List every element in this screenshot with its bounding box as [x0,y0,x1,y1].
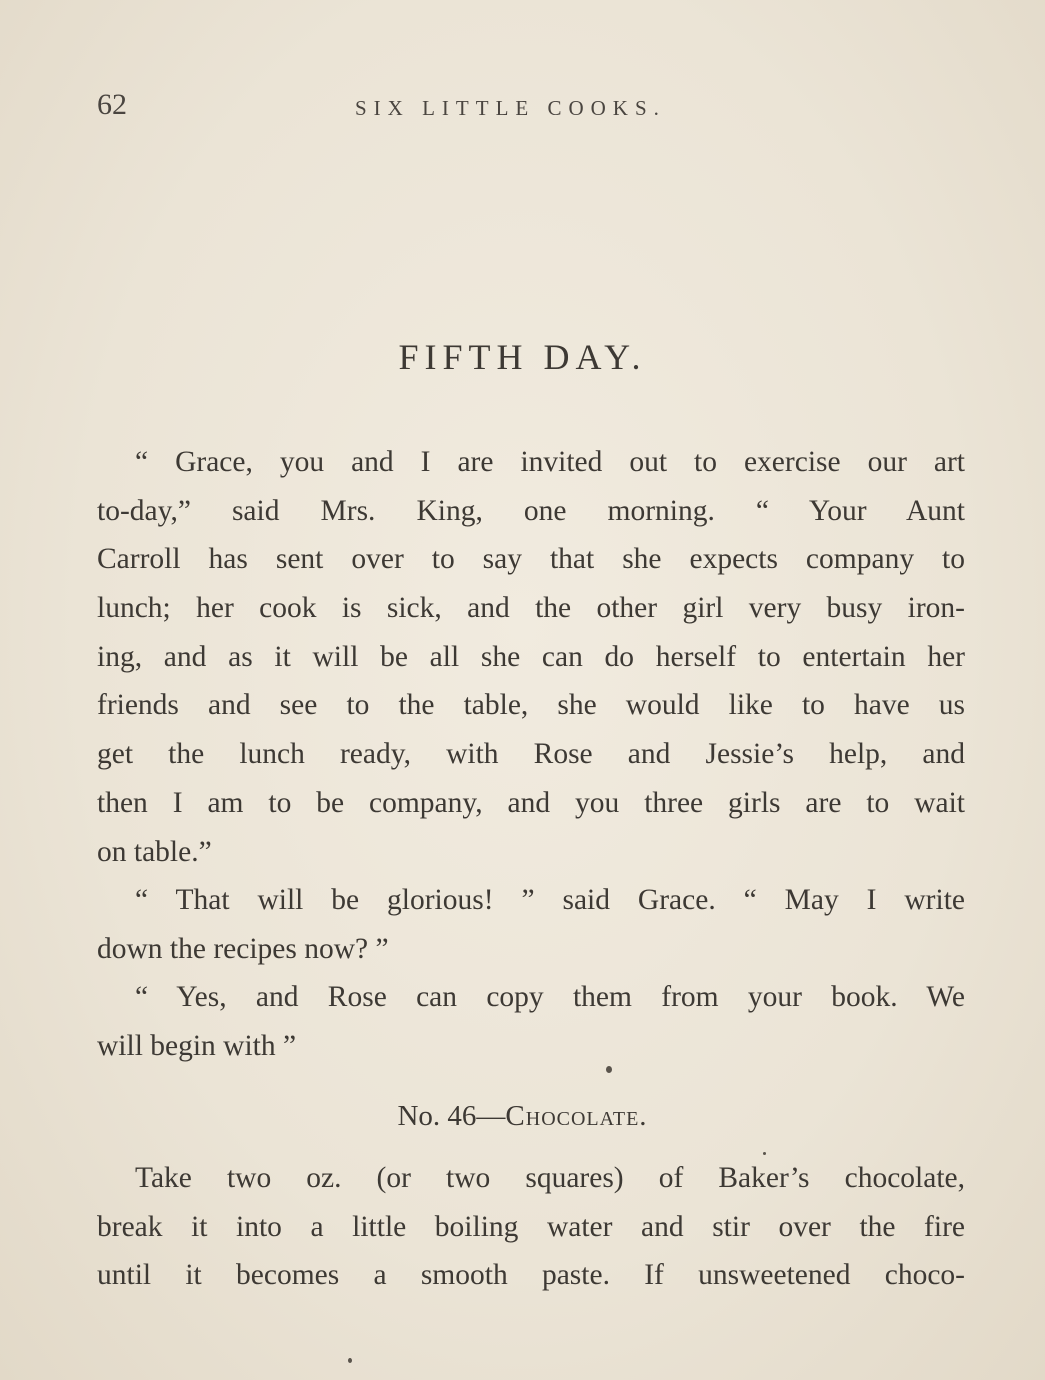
recipe-heading [0,1100,1045,1133]
text-line: lunch; her cook is sick, and the other girl very busy iron- [97,592,965,625]
text-line: ing, and as it will be all she can do herself to entertain her [97,640,965,673]
text-line: get the lunch ready, with Rose and Jessie’s help, and [97,738,965,771]
paragraph-invitation [97,438,965,876]
text-line: then I am to be company, and you three girls are to wait [97,786,965,819]
text-line: “ Grace, you and I are invited out to exercise our art [135,446,965,478]
running-head [97,88,967,128]
paragraph-grace-reply [97,876,965,973]
text-line: down the recipes now? ” [97,932,389,965]
text-line: friends and see to the table, she would like to have us [97,689,965,722]
chapter-title: FIFTH DAY. [398,337,647,377]
text-line: break it into a little boiling water and stir over the fire [97,1210,965,1243]
ink-speck [606,1066,612,1073]
text-line: to-day,” said Mrs. King, one morning. “ Your Aunt [97,494,965,527]
recipe-name: Chocolate. [505,1100,648,1132]
text-line: on table.” [97,835,212,868]
recipe-instructions [97,1154,965,1300]
ink-speck [763,1152,766,1155]
text-line: “ Yes, and Rose can copy them from your book. We [135,981,965,1013]
text-line: until it becomes a smooth paste. If unsweetened choco- [97,1259,965,1292]
ink-speck [348,1358,352,1363]
running-title: SIX LITTLE COOKS. [355,96,666,120]
page-number: 62 [97,88,127,121]
text-line: will begin with ” [97,1029,297,1062]
paragraph-mrs-king-reply [97,973,965,1070]
text-line: Carroll has sent over to say that she expects company to [97,543,965,576]
recipe-number: No. 46— [397,1100,506,1132]
text-line: Take two oz. (or two squares) of Baker’s chocolate, [135,1162,965,1194]
text-line: “ That will be glorious! ” said Grace. “ May I write [135,884,965,916]
